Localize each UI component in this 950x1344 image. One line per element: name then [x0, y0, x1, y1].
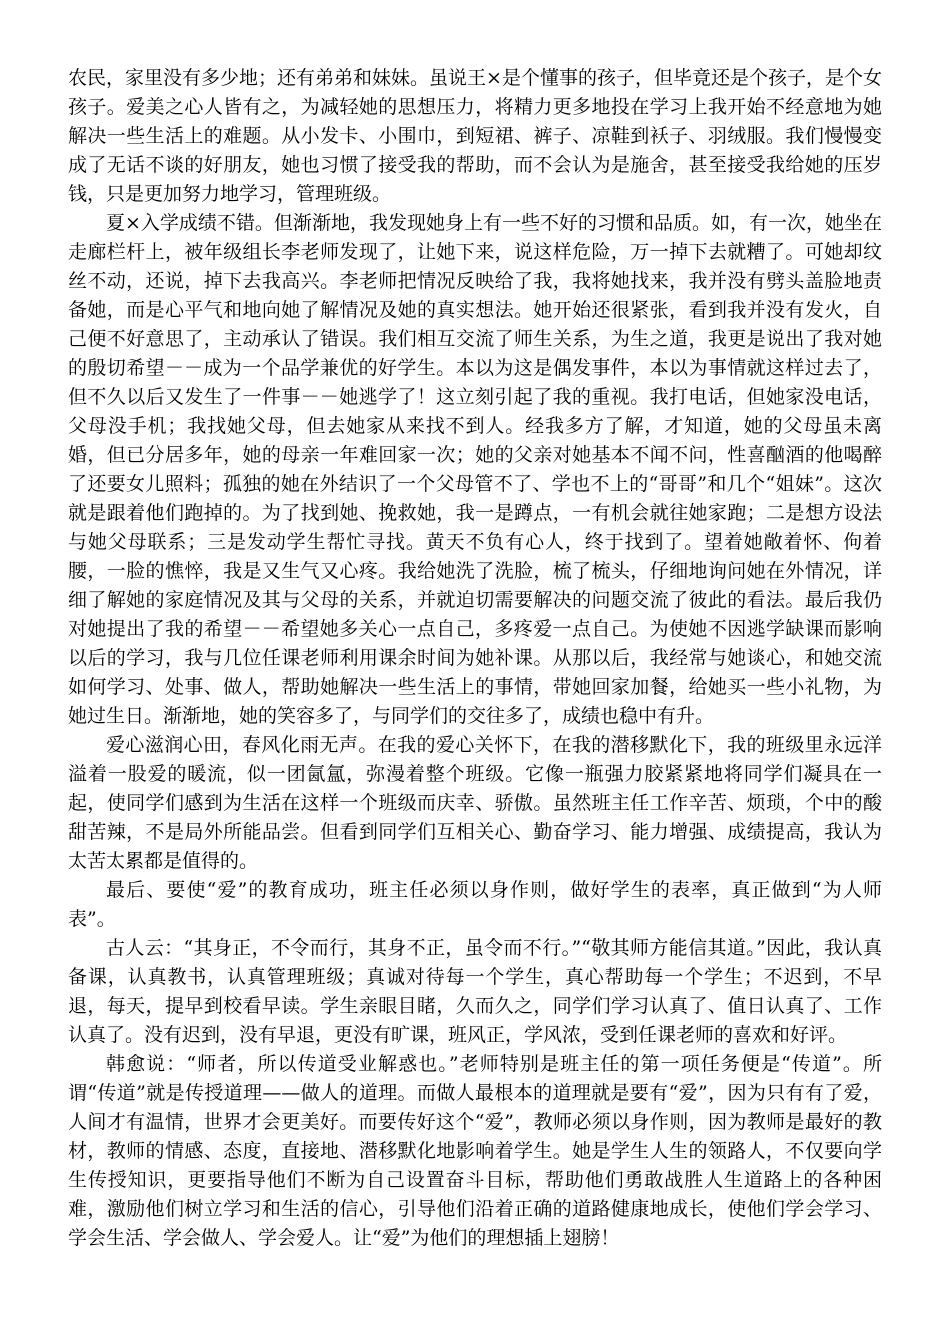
paragraph-han-yu: 韩愈说：“师者，所以传道受业解惑也。”老师特别是班主任的第一项任务便是“传道”。所谓“传道”就是传授道理——做人的道理。而做人最根本的道理就是要有“爱”，因为只有有了爱，人间才有温情，世界才会更美好。而要传好这个“爱”，教师必须以身作则，因为教师是最好的教材，教师的情感、态度，直接地、潜移默化地影响着学生。她是学生人生的领路人，不仅要向学生传授知识，更要指导他们不断为自己设置奋斗目标，帮助他们勇敢战胜人生道路上的各种困难，激励他们树立学习和生活的信心，引导他们沿着正确的道路健康地成长，使他们学会学习、学会生活、学会做人、学会爱人。让“爱”为他们的理想插上翅膀！ [68, 1053, 882, 1249]
paragraph-class-love: 爱心滋润心田，春风化雨无声。在我的爱心关怀下，在我的潜移默化下，我的班级里永远洋溢着一股爱的暖流，似一团氤氲，弥漫着整个班级。它像一瓶强力胶紧紧地将同学们凝具在一起，使同学们感到为生活在这样一个班级而庆幸、骄傲。虽然班主任工作辛苦、烦琐，个中的酸甜苦辣，不是局外所能品尝。但看到同学们互相关心、勤奋学习、能力增强、成绩提高，我认为太苦太累都是值得的。 [68, 734, 882, 872]
paragraph-ancient-saying: 古人云：“其身正，不令而行，其身不正，虽令而不行。”“敬其师方能信其道。”因此，我认真备课，认真教书，认真管理班级；真诚对待每一个学生，真心帮助每一个学生；不迟到，不早退，每天，提早到校看早读。学生亲眼目睹，久而久之，同学们学习认真了、值日认真了、工作认真了。没有迟到，没有早退，更没有旷课，班风正，学风浓，受到任课老师的喜欢和好评。 [68, 937, 882, 1046]
paragraph-xia-story: 夏×入学成绩不错。但渐渐地，我发现她身上有一些不好的习惯和品质。如，有一次，她坐在走廊栏杆上，被年级组长李老师发现了，让她下来，说这样危险，万一掉下去就糟了。可她却纹丝不动，还说，掉下去我高兴。李老师把情况反映给了我，我将她找来，我并没有劈头盖脸地责备她，而是心平气和地向她了解情况及她的真实想法。她开始还很紧张，看到我并没有发火，自己便不好意思了，主动承认了错误。我们相互交流了师生关系，为生之道，我更是说出了我对她的殷切希望－－成为一个品学兼优的好学生。本以为这是偶发事件，本以为事情就这样过去了，但不久以后又发生了一件事－－她逃学了！这立刻引起了我的重视。我打电话，但她家没电话，父母没手机；我找她父母，但去她家从来找不到人。经我多方了解，才知道，她的父母虽未离婚，但已分居多年，她的母亲一年难回家一次；她的父亲对她基本不闻不问，性喜酗酒的他喝醉了还要女儿照料；孤独的她在外结识了一个父母管不了、学也不上的“哥哥”和几个“姐妹”。这次就是跟着他们跑掉的。为了找到她、挽救她，我一是蹲点，一有机会就往她家跑；二是想方设法与她父母联系；三是发动学生帮忙寻找。黄天不负有心人，终于找到了。望着她敞着怀、佝着腰，一脸的憔悴，我是又生气又心疼。我给她洗了洗脸，梳了梳头，仔细地询问她在外情况，详细了解她的家庭情况及其与父母的关系，并就迫切需要解决的问题交流了彼此的看法。最后我仍对她提出了我的希望－－希望她多关心一点自己，多疼爱一点自己。为使她不因逃学缺课而影响以后的学习，我与几位任课老师利用课余时间为她补课。从那以后，我经常与她谈心，和她交流如何学习、处事、做人，帮助她解决一些生活上的事情，带她回家加餐，给她买一些小礼物，为她过生日。渐渐地，她的笑容多了，与同学们的交往多了，成绩也稳中有升。 [68, 212, 882, 727]
paragraph-role-model: 最后、要使“爱”的教育成功，班主任必须以身作则，做好学生的表率，真正做到“为人师表”。 [68, 879, 882, 930]
paragraph-continuation: 农民，家里没有多少地；还有弟弟和妹妹。虽说王×是个懂事的孩子，但毕竟还是个孩子，是个女孩子。爱美之心人皆有之，为减轻她的思想压力，将精力更多地投在学习上我开始不经意地为她解决一些生活上的难题。从小发卡、小围巾，到短裙、裤子、凉鞋到袄子、羽绒服。我们慢慢变成了无话不谈的好朋友，她也习惯了接受我的帮助，而不会认为是施舍，甚至接受我给她的压岁钱，只是更加努力地学习，管理班级。 [68, 67, 882, 205]
